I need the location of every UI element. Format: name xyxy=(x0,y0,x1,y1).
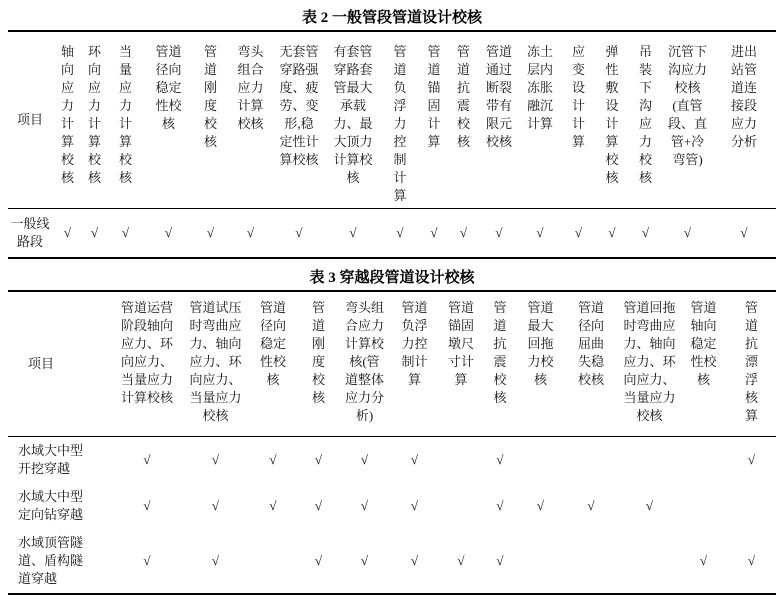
column-header-label: 当量应力计算校核 xyxy=(119,44,133,185)
check-cell xyxy=(519,209,561,259)
check-mark: √ xyxy=(143,553,151,568)
check-mark: √ xyxy=(360,452,369,467)
check-mark: √ xyxy=(410,553,419,568)
column-header xyxy=(272,31,326,209)
table-row xyxy=(8,437,776,484)
check-cell xyxy=(83,209,106,259)
empty-cell xyxy=(563,437,619,484)
column-header-label: 吊装下沟应力校核 xyxy=(639,44,653,185)
check-mark: √ xyxy=(747,452,756,467)
column-header-label: 管道锚固计算 xyxy=(427,44,441,149)
check-mark: √ xyxy=(536,225,544,240)
check-cell xyxy=(182,529,249,596)
check-mark: √ xyxy=(641,225,650,240)
empty-cell xyxy=(680,437,727,484)
column-header xyxy=(145,31,192,209)
check-cell xyxy=(340,437,389,484)
check-cell xyxy=(112,483,182,529)
column-header-label: 弹性敷设计算校核 xyxy=(605,44,619,185)
column-header-label: 管道负浮力控制计算 xyxy=(393,44,407,203)
empty-cell xyxy=(249,529,297,596)
check-mark: √ xyxy=(314,452,323,467)
column-header-label: 管道通过断裂带有限元校核 xyxy=(486,44,513,149)
column-header-label: 管道负浮力控制计算 xyxy=(401,300,428,387)
check-mark: √ xyxy=(63,225,72,240)
check-cell xyxy=(448,209,479,259)
column-header-label: 管道径向屈曲失稳校核 xyxy=(578,300,605,387)
table-row xyxy=(8,529,776,596)
check-cell xyxy=(479,209,519,259)
table-3-container xyxy=(8,290,776,596)
empty-cell xyxy=(440,437,482,484)
check-cell xyxy=(297,483,340,529)
column-header-label: 沉管下沟应力校核(直管段、直管+冷弯管) xyxy=(668,44,708,167)
check-cell xyxy=(112,529,182,596)
check-mark: √ xyxy=(747,553,756,568)
empty-cell xyxy=(727,483,776,529)
empty-cell xyxy=(619,437,680,484)
check-cell xyxy=(52,209,83,259)
check-mark: √ xyxy=(349,225,357,240)
check-cell xyxy=(482,437,518,484)
column-header-label: 弯头组合应力计算校核(管道整体应力分析) xyxy=(345,300,385,423)
table-row xyxy=(8,209,776,259)
check-cell xyxy=(420,209,448,259)
column-header-label: 管道最大回拖力校核 xyxy=(527,300,554,387)
check-cell xyxy=(628,209,663,259)
check-cell xyxy=(229,209,272,259)
corner-header-cell: 项目 xyxy=(8,31,52,209)
column-header xyxy=(229,31,272,209)
check-cell xyxy=(297,437,340,484)
check-cell xyxy=(106,209,145,259)
empty-cell xyxy=(440,483,482,529)
check-mark: √ xyxy=(143,498,151,513)
check-mark: √ xyxy=(496,498,504,513)
check-cell xyxy=(192,209,229,259)
column-header-label: 有套管穿路套管最大承载力、最大顶力计算校核 xyxy=(333,44,373,185)
column-header xyxy=(380,31,420,209)
check-mark: √ xyxy=(269,498,277,513)
check-mark: √ xyxy=(740,225,748,240)
check-mark: √ xyxy=(699,553,708,568)
row-label-cell xyxy=(8,529,112,596)
table-row xyxy=(8,483,776,529)
column-header-label: 管道抗漂浮核算 xyxy=(745,300,759,423)
column-header-label: 环向应力计算校核 xyxy=(88,44,102,185)
check-mark: √ xyxy=(645,498,654,513)
check-cell xyxy=(182,483,249,529)
table-3 xyxy=(8,290,776,596)
check-mark: √ xyxy=(121,225,130,240)
column-header-label: 管道抗震校核 xyxy=(457,44,471,149)
check-mark: √ xyxy=(314,553,323,568)
corner-header-cell: 项目 xyxy=(8,291,112,437)
check-cell xyxy=(182,437,249,484)
column-header xyxy=(52,31,83,209)
check-mark: √ xyxy=(410,452,419,467)
check-cell xyxy=(482,483,518,529)
check-cell xyxy=(249,483,297,529)
row-label-cell xyxy=(8,483,112,529)
column-header xyxy=(297,291,340,437)
column-header xyxy=(448,31,479,209)
check-mark: √ xyxy=(410,498,419,513)
check-mark: √ xyxy=(211,498,220,513)
row-label-cell xyxy=(8,209,52,259)
column-header xyxy=(83,31,106,209)
check-cell xyxy=(340,529,389,596)
check-mark: √ xyxy=(496,553,504,568)
header-row xyxy=(8,31,776,209)
check-mark: √ xyxy=(430,225,438,240)
column-header xyxy=(106,31,145,209)
column-header-label: 管道抗震校核 xyxy=(493,300,507,405)
column-header xyxy=(518,291,563,437)
column-header xyxy=(249,291,297,437)
empty-cell xyxy=(619,529,680,596)
column-header xyxy=(663,31,712,209)
column-header-label: 管道刚度校核 xyxy=(204,44,218,149)
check-mark: √ xyxy=(587,498,595,513)
column-header-label: 管道运营阶段轴向应力、环向应力、当量应力计算校核 xyxy=(121,300,174,405)
empty-cell xyxy=(680,483,727,529)
column-header xyxy=(440,291,482,437)
check-cell xyxy=(249,437,297,484)
check-cell xyxy=(680,529,727,596)
column-header xyxy=(712,31,776,209)
empty-cell xyxy=(518,437,563,484)
column-header xyxy=(389,291,440,437)
check-cell xyxy=(727,529,776,596)
check-mark: √ xyxy=(457,553,465,568)
row-label: 水域大中型定向钻穿越 xyxy=(18,489,84,522)
column-header xyxy=(182,291,249,437)
column-header xyxy=(563,291,619,437)
check-cell xyxy=(563,483,619,529)
row-label: 一般线路段 xyxy=(10,216,50,249)
column-header xyxy=(561,31,596,209)
column-header xyxy=(619,291,680,437)
row-label: 水域大中型开挖穿越 xyxy=(18,443,84,476)
column-header-label: 管道回拖时弯曲应力、轴向应力、环向应力、当量应力校核 xyxy=(623,300,676,423)
table-2-title: 表 2 一般管段管道设计校核 xyxy=(301,10,482,26)
column-header-label: 管道径向稳定性校核 xyxy=(260,300,287,387)
check-cell xyxy=(389,529,440,596)
column-header xyxy=(680,291,727,437)
empty-cell xyxy=(518,529,563,596)
check-mark: √ xyxy=(360,553,369,568)
column-header xyxy=(482,291,518,437)
column-header xyxy=(420,31,448,209)
check-mark: √ xyxy=(211,553,220,568)
check-mark: √ xyxy=(360,498,369,513)
check-cell xyxy=(389,483,440,529)
check-mark: √ xyxy=(246,225,255,240)
check-cell xyxy=(727,437,776,484)
check-mark: √ xyxy=(396,225,404,240)
column-header xyxy=(519,31,561,209)
column-header xyxy=(479,31,519,209)
check-cell xyxy=(297,529,340,596)
check-mark: √ xyxy=(683,225,692,240)
column-header-label: 进出站管道连接段应力分析 xyxy=(731,44,758,149)
check-mark: √ xyxy=(90,225,99,240)
row-label-cell xyxy=(8,437,112,484)
check-mark: √ xyxy=(295,225,303,240)
check-cell xyxy=(272,209,326,259)
table-2 xyxy=(8,30,776,259)
check-cell xyxy=(112,437,182,484)
table-3-title: 表 3 穿越段管道设计校核 xyxy=(309,270,475,286)
check-cell xyxy=(340,483,389,529)
check-mark: √ xyxy=(143,452,151,467)
column-header xyxy=(727,291,776,437)
check-cell xyxy=(326,209,380,259)
column-header xyxy=(596,31,628,209)
check-cell xyxy=(518,483,563,529)
check-cell xyxy=(619,483,680,529)
column-header-label: 冻土层内冻胀融沉计算 xyxy=(527,44,554,131)
row-label: 水域顶管隧道、盾构隧道穿越 xyxy=(18,535,84,586)
column-header xyxy=(340,291,389,437)
check-cell xyxy=(712,209,776,259)
check-cell xyxy=(145,209,192,259)
check-mark: √ xyxy=(459,225,468,240)
column-header xyxy=(112,291,182,437)
column-header-label: 管道径向稳定性校核 xyxy=(155,44,182,131)
check-mark: √ xyxy=(314,498,323,513)
column-header-label: 管道刚度校核 xyxy=(312,300,326,405)
column-header-label: 弯头组合应力计算校核 xyxy=(237,44,264,131)
column-header-label: 管道试压时弯曲应力、轴向应力、环向应力、当量应力校核 xyxy=(189,300,242,423)
column-header-label: 轴向应力计算校核 xyxy=(61,44,75,185)
table-2-container xyxy=(8,30,776,259)
check-mark: √ xyxy=(608,225,616,240)
check-mark: √ xyxy=(269,452,277,467)
column-header xyxy=(628,31,663,209)
check-mark: √ xyxy=(211,452,220,467)
header-row xyxy=(8,291,776,437)
check-cell xyxy=(440,529,482,596)
empty-cell xyxy=(563,529,619,596)
column-header-label: 应变设计计算 xyxy=(572,44,586,149)
check-cell xyxy=(380,209,420,259)
check-cell xyxy=(482,529,518,596)
check-cell xyxy=(663,209,712,259)
check-mark: √ xyxy=(206,225,215,240)
column-header xyxy=(326,31,380,209)
column-header xyxy=(192,31,229,209)
check-mark: √ xyxy=(496,452,504,467)
column-header-label: 管道轴向稳定性校核 xyxy=(690,300,717,387)
column-header-label: 管道锚固墩尺寸计算 xyxy=(448,300,475,387)
check-cell xyxy=(561,209,596,259)
check-cell xyxy=(596,209,628,259)
check-mark: √ xyxy=(495,225,503,240)
check-mark: √ xyxy=(164,225,173,240)
check-mark: √ xyxy=(574,225,583,240)
check-cell xyxy=(389,437,440,484)
column-header-label: 无套管穿路强度、疲劳、变形,稳定性计算校核 xyxy=(279,44,319,167)
check-mark: √ xyxy=(536,498,545,513)
